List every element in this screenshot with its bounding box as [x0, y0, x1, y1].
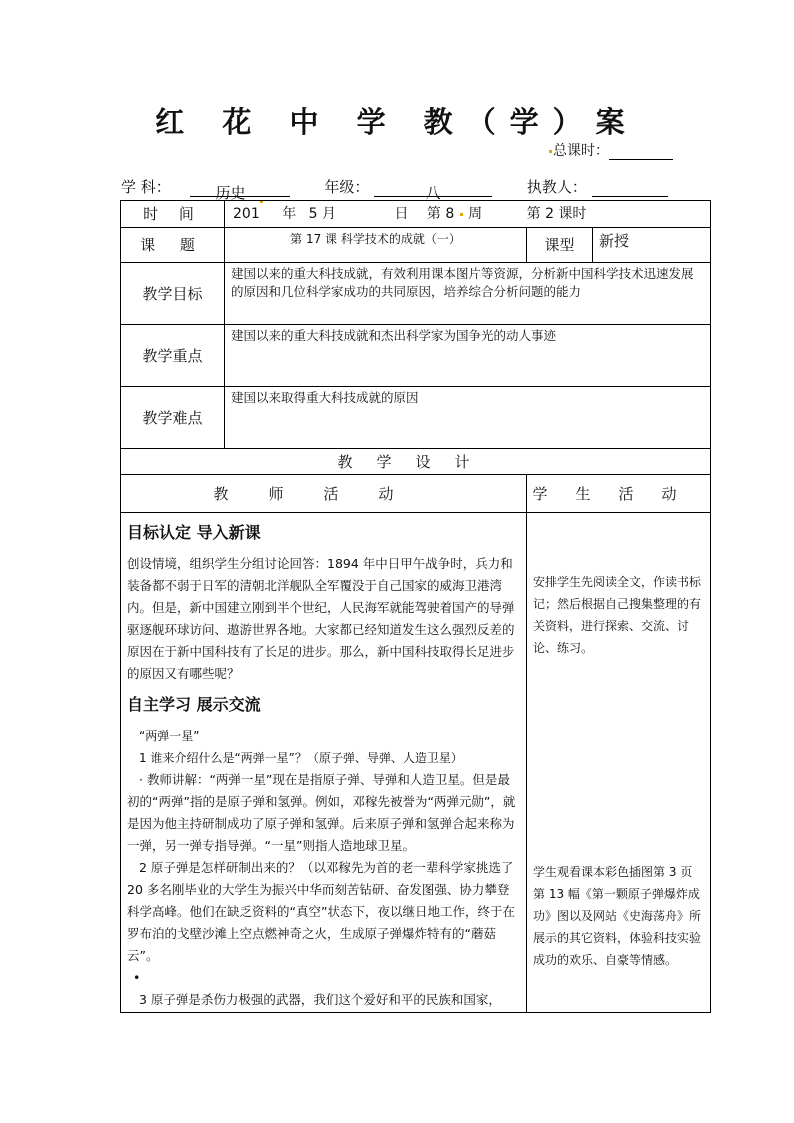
teacher-activity-header: 教师活动	[121, 475, 527, 513]
difficulty-text: 建国以来取得重大科技成就的原因	[225, 387, 711, 449]
topic-value: 第 17 课 科学技术的成就（一）	[225, 228, 527, 263]
time-week-unit: 周	[468, 206, 483, 222]
student-activity-header: 学生活动	[527, 475, 711, 513]
time-value	[225, 201, 711, 228]
total-hours	[548, 140, 673, 160]
type-label: 课型	[527, 228, 593, 263]
lesson-table	[120, 200, 711, 1013]
student-activity-cell	[527, 513, 711, 1013]
teacher-label: 执教人：	[526, 178, 587, 196]
time-year: 201	[233, 206, 260, 222]
marker-dot	[549, 150, 552, 153]
time-year-unit: 年	[282, 206, 297, 222]
grade-value: 八	[425, 184, 441, 202]
time-week: 第 8	[426, 206, 455, 222]
sub-title: “两弹一星”	[139, 729, 200, 743]
marker-dot	[460, 213, 463, 216]
type-value: 新授	[593, 228, 711, 263]
key-label: 教学重点	[121, 325, 225, 387]
student-text-1: 安排学生先阅读全文，作读书标记；然后根据自己搜集整理的有关资料，进行探索、交流、讨论、练习。	[533, 575, 702, 655]
question-1: 1 谁来介绍什么是“两弹一星”？（原子弹、导弹、人造卫星）	[139, 751, 463, 765]
grade-label: 年级：	[324, 178, 370, 196]
total-hours-label: 总课时：	[553, 143, 609, 159]
student-text-2: 学生观看课本彩色插图第 3 页第 13 幅《第一颗原子弹爆炸成功》图以及网站《史海荡舟》所展示的其它资料，体验科技实验成功的欢乐、自豪等情感。	[533, 865, 702, 967]
page-title: 红 花 中 学 教（学）案	[155, 105, 639, 139]
section-title-intro: 目标认定 导入新课	[127, 523, 261, 542]
time-period: 第 2 课时	[526, 206, 587, 222]
total-hours-blank[interactable]	[609, 145, 673, 160]
goal-label: 教学目标	[121, 263, 225, 325]
intro-text: 创设情境，组织学生分组讨论回答：1894 年中日甲午战争时，兵力和装备都不弱于日军的清朝北洋舰队全军覆没于自己国家的威海卫港湾内。但是，新中国建立刚到半个世纪，人民海军就能驾驶着国产的导弹驱逐舰环球访问、遨游世界各地。大家都已经知道发生这么强烈反差的原因在于新中国科技有了长足的进步。那么，新中国科技取得长足进步的原因又有哪些呢？	[127, 556, 515, 681]
question-3: 3 原子弹是杀伤力极强的武器，我们这个爱好和平的民族和国家，	[139, 992, 501, 1007]
time-day: 日	[394, 206, 409, 222]
grade-field[interactable]	[374, 182, 492, 202]
time-label: 时 间	[121, 201, 225, 228]
time-month: 5 月	[308, 206, 336, 222]
goal-text: 建国以来的重大科技成就，有效利用课本图片等资源，分析新中国科学技术迅速发展的原因和几位科学家成功的共同原因，培养综合分析问题的能力	[225, 263, 711, 325]
question-1-explain: · 教师讲解：“两弹一星”现在是指原子弹、导弹和人造卫星。但是最初的“两弹”指的是原子弹和氢弹。例如，邓稼先被誉为“两弹元勋”，就是因为他主持研制成功了原子弹和氢弹。后来原子弹和氢弹合起来称为一弹，另一弹专指导弹。“一星”则指人造地球卫星。	[127, 772, 516, 853]
subject-value: 历史	[215, 184, 246, 202]
section-title-study: 自主学习 展示交流	[127, 695, 261, 714]
subject-field[interactable]	[190, 182, 290, 202]
difficulty-label: 教学难点	[121, 387, 225, 449]
meta-row	[121, 176, 681, 202]
question-2: 2 原子弹是怎样研制出来的？（以邓稼先为首的老一辈科学家挑选了 20 多名刚毕业的大学生为振兴中华而刻苦钻研、奋发图强、协力攀登科学高峰。他们在缺乏资料的“真空”状态下，夜以继日地工作，终于在罗布泊的戈壁沙滩上空点燃神奇之火，生成原子弹爆炸特有的“蘑菇云”。	[127, 860, 515, 963]
subject-label: 学 科：	[121, 178, 171, 196]
key-text: 建国以来的重大科技成就和杰出科学家为国争光的动人事迹	[225, 325, 711, 387]
topic-label: 课 题	[121, 228, 225, 263]
teacher-activity-cell	[121, 513, 527, 1013]
teacher-field[interactable]	[592, 182, 668, 197]
bullet: •	[133, 970, 141, 985]
design-header: 教学设计	[121, 449, 711, 475]
